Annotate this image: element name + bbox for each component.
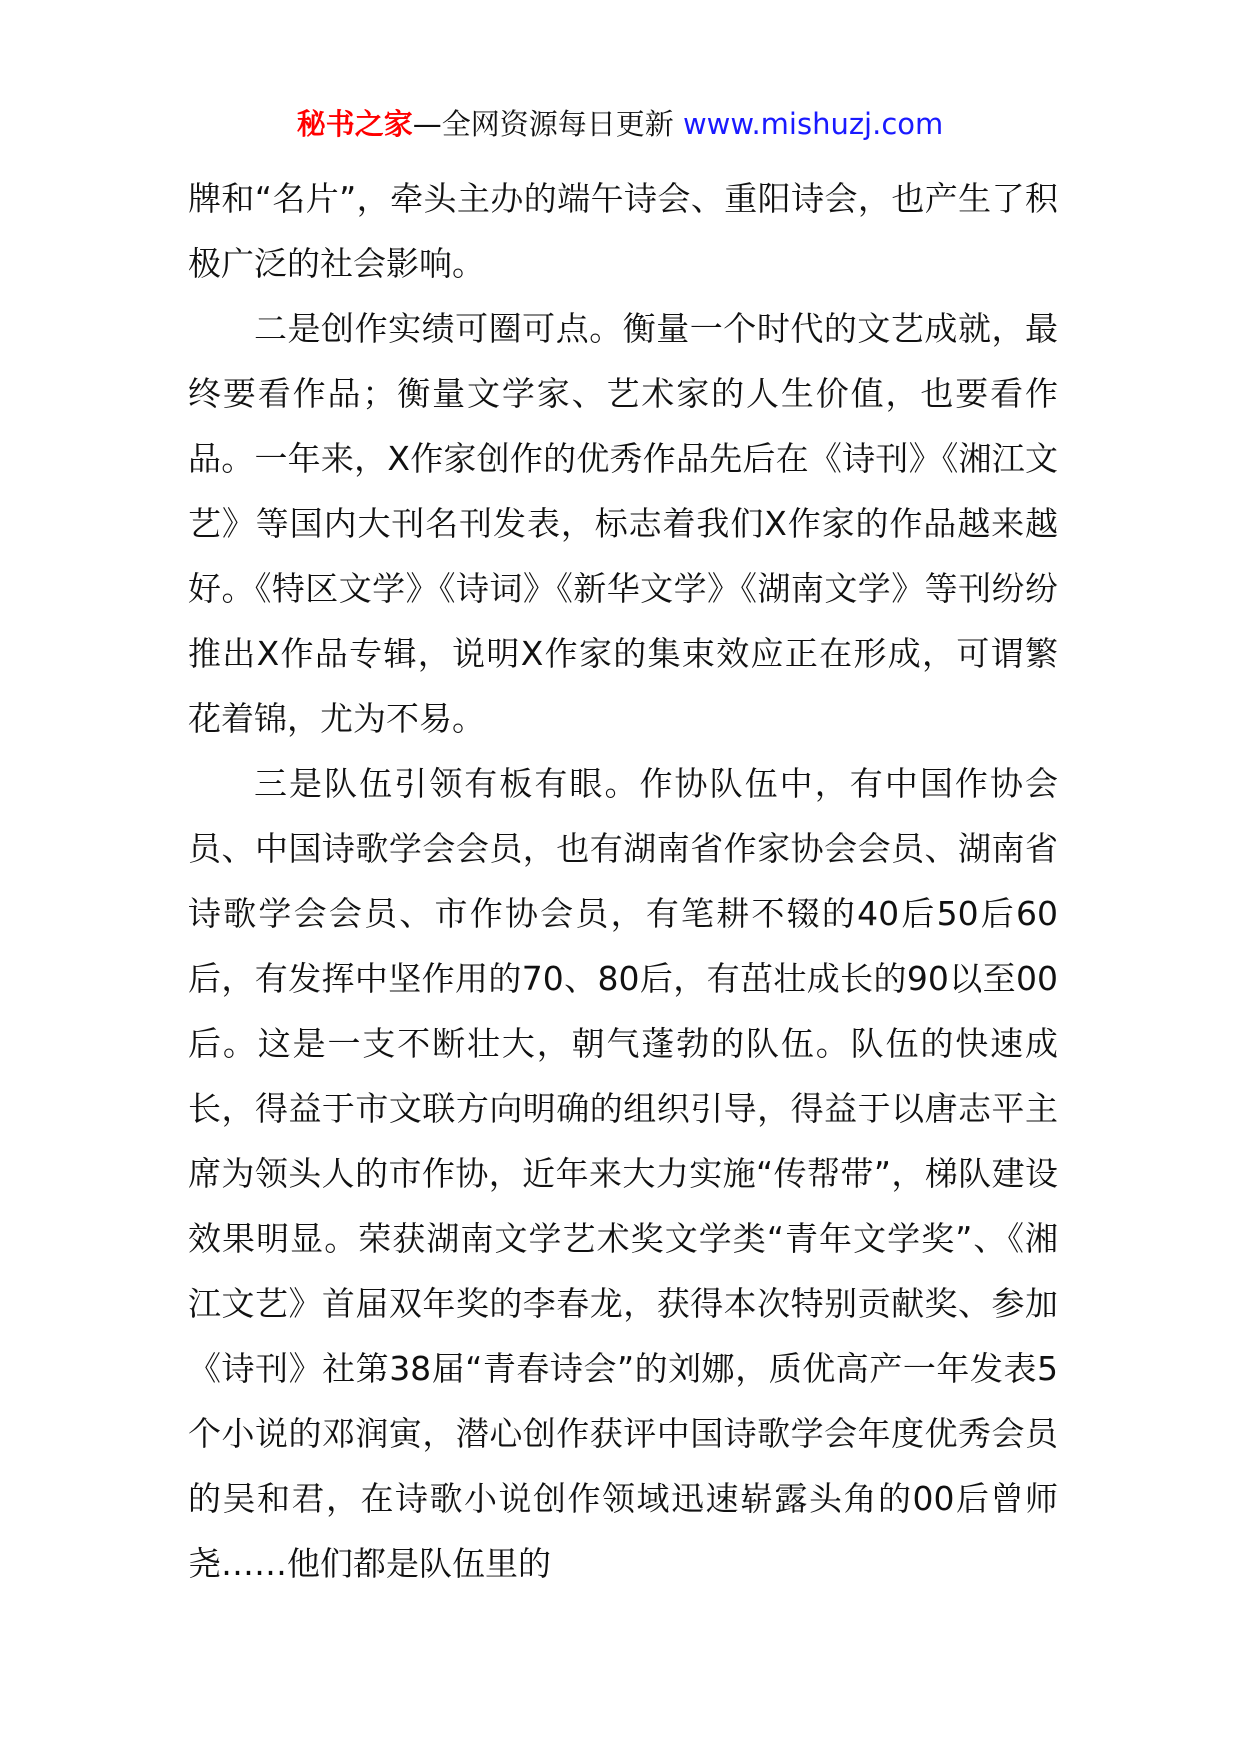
header-tagline: —全网资源每日更新 (412, 107, 674, 141)
paragraph-continuation: 牌和“名片”，牵头主办的端午诗会、重阳诗会，也产生了积极广泛的社会影响。 (188, 179, 1058, 283)
header-site-link[interactable]: www.mishuzj.com (682, 107, 944, 141)
page-header (0, 104, 1240, 144)
header-brand: 秘书之家 (296, 107, 413, 141)
paragraph-creative-achievements: 二是创作实绩可圈可点。衡量一个时代的文艺成就，最终要看作品；衡量文学家、艺术家的人生价值，也要看作品。一年来，X作家创作的优秀作品先后在《诗刊》《湘江文艺》等国内大刊名刊发表，标志着我们X作家的作品越来越好。《特区文学》《诗词》《新华文学》《湖南文学》等刊纷纷推出X作品专辑，说明X作家的集束效应正在形成，可谓繁花着锦，尤为不易。 (188, 309, 1058, 738)
document-body (188, 166, 1058, 1596)
paragraph-team-leadership: 三是队伍引领有板有眼。作协队伍中，有中国作协会员、中国诗歌学会会员，也有湖南省作家协会会员、湖南省诗歌学会会员、市作协会员，有笔耕不辍的40后50后60后，有发挥中坚作用的70、80后，有茁壮成长的90以至00后。这是一支不断壮大，朝气蓬勃的队伍。队伍的快速成长，得益于市文联方向明确的组织引导，得益于以唐志平主席为领头人的市作协，近年来大力实施“传帮带”，梯队建设效果明显。荣获湖南文学艺术奖文学类“青年文学奖”、《湘江文艺》首届双年奖的李春龙，获得本次特别贡献奖、参加《诗刊》社第38届“青春诗会”的刘娜，质优高产一年发表5个小说的邓润寅，潜心创作获评中国诗歌学会年度优秀会员的吴和君，在诗歌小说创作领域迅速崭露头角的00后曾师尧……他们都是队伍里的 (188, 764, 1058, 1583)
